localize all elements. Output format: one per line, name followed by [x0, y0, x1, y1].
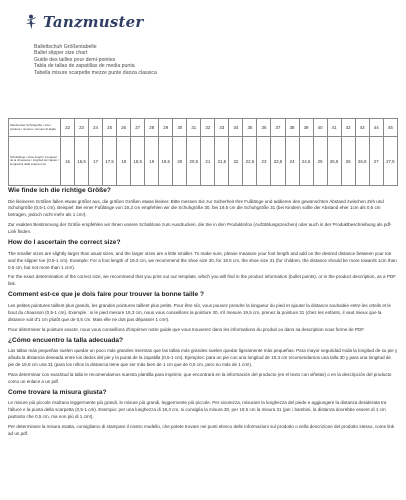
- length-cell: 20,5: [187, 137, 201, 186]
- length-cell: 25,5: [327, 137, 341, 186]
- size-cell: 43: [355, 119, 369, 137]
- section-paragraph: Para determinar con exactitud la talla le recomendamos nuestra plantilla para imprimir, que encontrará en la información del producto (en el texto con viñetas) o en la descripción del producto como un enlace a un pdf.: [8, 371, 392, 384]
- size-cell: 42: [341, 119, 355, 137]
- length-cell: 16: [61, 137, 75, 186]
- size-cell: 23: [75, 119, 89, 137]
- length-cell: 19,5: [159, 137, 173, 186]
- length-cell: 20: [173, 137, 187, 186]
- length-cell: 26,5: [355, 137, 369, 186]
- section-heading: Comment est-ce que je dois faire pour trouver la bonne taille ?: [8, 291, 205, 299]
- brand-name: Tanzmuster: [43, 13, 144, 31]
- length-cell: 17: [89, 137, 103, 186]
- size-cell: 26: [117, 119, 131, 137]
- length-cell: 24,5: [299, 137, 313, 186]
- length-cell: 16,5: [75, 137, 89, 186]
- subtitle-de: Ballettschuh Größentabelle: [34, 44, 97, 50]
- length-cell: 27: [369, 137, 383, 186]
- brand-logo: [22, 12, 143, 32]
- section-heading: How do I ascertain the correct size?: [8, 239, 121, 247]
- length-cell: 22: [229, 137, 243, 186]
- size-cell: 44: [369, 119, 383, 137]
- size-cell: 33: [215, 119, 229, 137]
- size-cell: 34: [229, 119, 243, 137]
- size-cell: 22: [61, 119, 75, 137]
- size-cell: 32: [201, 119, 215, 137]
- section-paragraph: Die kleineren Größen fallen etwas größer aus, die größen Größen etwas kleiner. Bitte messen Sie zur Sicherheit Ihre Fußlänge und addieren den gewünschten Abstand zwischen Zeh und Schuhgröße (0,5-1 cm). Beispiel: Bei einer Fußlänge von 19,3 cm empfehlen wir die Schuhgröße 30, bei 19,5 cm die Schuhgröße 31 (bei Kindern sollte der Abstand eher 1cm als 0,5 cm betragen, jedoch nicht mehr als 1 cm!).: [8, 198, 384, 218]
- length-cell: 18: [117, 137, 131, 186]
- section-paragraph: Les petites pointures taillent plus grands, les grandes pointures taillent plus petits. Pour être sûr, vous pouvez prendre la longueur du pied et ajouter la distance souhaitée entre les orteils et le bout du chausson (0,5-1 cm). Exemple : si le pied mesure 19,3 cm, nous vous conseillons la pointure 30, s'il mesure 19,5 cm, prenez la pointure 31 (chez les enfants, il vaut mieux que la distance soit d'1 cm plutôt que de 0,5 cm. Mais elle ne doit pas dépasser 1 cm!).: [8, 302, 391, 322]
- length-cell: 23: [257, 137, 271, 186]
- section-heading: Wie finde ich die richtige Größe?: [8, 187, 111, 194]
- size-cell: 37: [271, 119, 285, 137]
- section-paragraph: Per determinare la misura esatta, consigliamo di stampare il nostro modello, che potete trovare nei punti elenco delle informazioni sul prodotto o nella descrizione del prodotto stesso, come link ad un pdf.: [8, 424, 395, 437]
- chart-titles: [34, 44, 294, 76]
- length-cell: 23,5: [271, 137, 285, 186]
- size-cell: 27: [131, 119, 145, 137]
- length-cell: 21: [201, 137, 215, 186]
- size-cell: 25: [103, 119, 117, 137]
- length-cell: 22,5: [243, 137, 257, 186]
- length-cell: 17,5: [103, 137, 117, 186]
- section-paragraph: For the exact determination of the correct size, we recommend that you print out our template, which you will find in the product information (bullet points), or in the product description, as a PDF link.: [8, 274, 396, 287]
- length-cell: 27,5: [383, 137, 397, 186]
- size-cell: 45: [383, 119, 397, 137]
- length-row-label: Schuhlänge / shoe length / Longueur de la chaussure / longitud del zapato / lunghezza della scarpa (cm): [9, 137, 61, 186]
- size-cell: 31: [187, 119, 201, 137]
- section-paragraph: Pour déterminer la pointure exacte, nous vous conseillons d'imprimer notre guide que vous trouverez dans les informations du produit ou dans sa description sous forme de PDF.: [8, 326, 365, 332]
- size-cell: 35: [243, 119, 257, 137]
- length-row: [9, 137, 398, 186]
- section-heading: Come trovare la misura giusta?: [8, 388, 107, 396]
- length-cell: 18,5: [131, 137, 145, 186]
- length-cell: 19: [145, 137, 159, 186]
- size-table: [8, 118, 398, 186]
- subtitle-fr: Guide des tailles pour demi-pointes: [34, 56, 116, 63]
- size-cell: 36: [257, 119, 271, 137]
- section-paragraph: The smaller sizes are slightly larger than usual sizes, and the larger sizes are a little smaller. To make sure, please measure your foot length and add on the desired distance between your toe and the slipper toe (0.5-1 cm). Example: For a foot length of 19.3 cm, we recommend the shoe size 30, for 19.5 cm, the shoe size 31 (for children, the distance should be more towards 1cm than 0.5 cm, but not more than 1 cm!).: [8, 250, 397, 270]
- section-paragraph: Le misure più piccole risultano leggermente più grandi, le misure più grandi, leggermente più piccole. Per sicurezza, misurare la lunghezza del piede e aggiungere la distanza desiderata tra l'alluce e la punta della scarpetta (0,5-1 cm). Esempio: per una lunghezza di 19,3 cm, si consiglia la misura 30, per 19,5 cm la misura 31 (per i bambini, la distanza dovrebbe essere di 1 cm piuttosto che 0,5 cm, ma non più di 1 cm!).: [8, 400, 387, 420]
- size-cell: 28: [145, 119, 159, 137]
- size-cell: 38: [285, 119, 299, 137]
- size-row-label: Sandmuster Schuhgröße / size / pointure / numero / numero di taglia: [9, 119, 61, 137]
- length-cell: 26: [341, 137, 355, 186]
- length-cell: 25: [313, 137, 327, 186]
- size-cell: 24: [89, 119, 103, 137]
- section-heading: ¿Cómo encuentro la talla adecuada?: [8, 336, 124, 344]
- size-cell: 41: [327, 119, 341, 137]
- length-cell: 24: [285, 137, 299, 186]
- section-paragraph: Las tallas más pequeñas suelen quedar un poco más grandes mientras que las tallas más grandes suelen quedar ligeramente más pequeñas. Para mayor seguridad mida la longitud de su pie y añada la distancia deseada entre los dedos del pie y la punta de la zapatilla (0,5-1 cm). Ejemplos: para un pie con una longitud de 19,3 cm recomendamos una talla 30 y para una longitud de pie de 19,5 cm una 31 (para los niños la distancia tiene que ser más bien de 1 cm que de 0,5 cm, pero no más de 1 cm!).: [8, 348, 398, 368]
- size-cell: 30: [173, 119, 187, 137]
- subtitle-it: Tabella misure scarpette mezze punte danza classica: [34, 69, 157, 76]
- subtitle-es: Tabla de tallas de zapatillas de media punta: [34, 63, 135, 70]
- size-cell: 40: [313, 119, 327, 137]
- size-cell: 39: [299, 119, 313, 137]
- size-row: [9, 119, 398, 137]
- ballerina-logo-icon: [22, 13, 40, 31]
- subtitle-en: Ballet slipper size chart: [34, 50, 88, 57]
- size-cell: 29: [159, 119, 173, 137]
- instructions: [8, 187, 398, 438]
- section-paragraph: Zur exakten Bestimmung der Größe empfehlen wir Ihnen unsere Schablone zum Ausdrucken, die Sie in den Produktinfos (Aufzählungszeichen) oder auch in der Produktbeschreibung als pdf-Link finden.: [8, 222, 392, 235]
- length-cell: 21,5: [215, 137, 229, 186]
